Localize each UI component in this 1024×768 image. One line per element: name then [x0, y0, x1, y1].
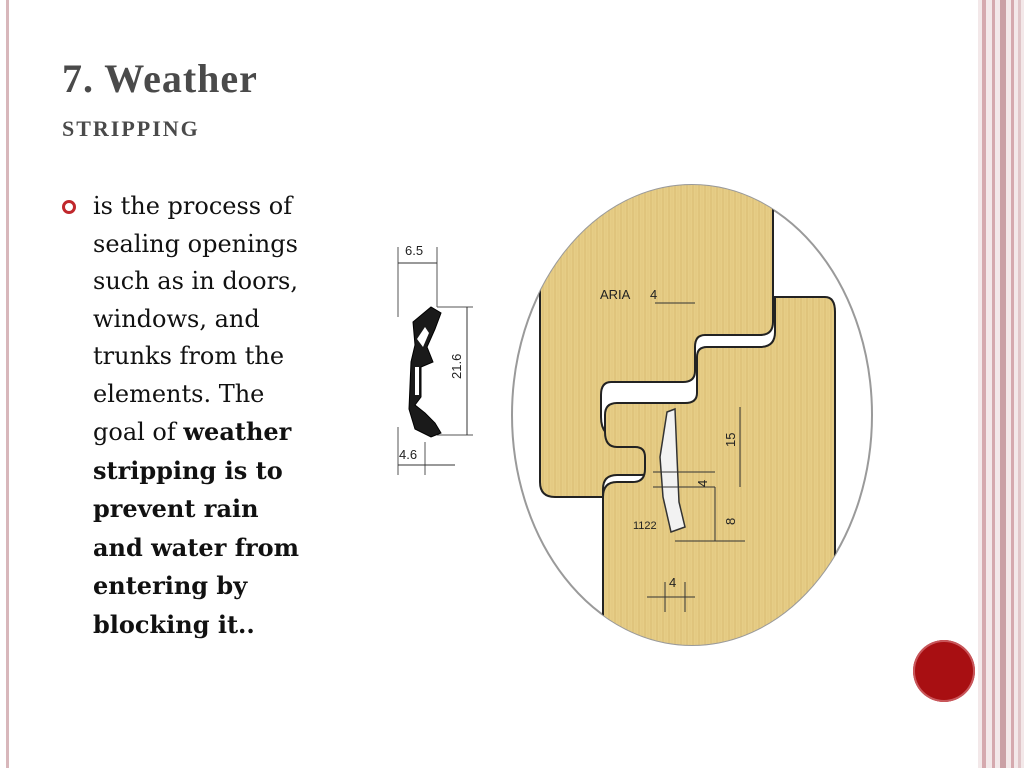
diagram-svg	[355, 157, 918, 665]
bullet-text-normal: is the process of sealing openings such as in doors, windows, and trunks from the elements. The goal of	[93, 192, 298, 446]
weather-stripping-diagram	[355, 157, 918, 665]
label-dim-4-6: 4.6	[399, 447, 418, 462]
label-dim-6-5: 6.5	[405, 243, 424, 258]
label-dim-8: 8	[723, 517, 738, 525]
slide-title	[62, 52, 258, 146]
seal-profile-drawing	[398, 243, 473, 475]
label-profile-code: 1122	[633, 520, 657, 532]
right-border-stripes	[978, 0, 1024, 768]
label-dim-21-6: 21.6	[449, 353, 464, 379]
label-aria: ARIA	[600, 287, 631, 302]
left-border-rule	[6, 0, 9, 768]
bullet-text	[93, 188, 352, 644]
bullet-text-bold: weather stripping is to prevent rain and water from entering by blocking it..	[93, 417, 300, 639]
title-line-1: 7. Weather	[62, 56, 258, 101]
label-dim-4-bottom: 4	[669, 575, 677, 590]
label-dim-4-mid: 4	[695, 479, 710, 487]
label-dim-15: 15	[723, 432, 738, 447]
bullet-ring-icon	[62, 200, 76, 214]
bullet-point	[62, 188, 352, 644]
label-aria-dimension: 4	[650, 287, 658, 302]
title-line-2: stripping	[62, 108, 200, 143]
decorative-red-circle	[913, 640, 975, 702]
